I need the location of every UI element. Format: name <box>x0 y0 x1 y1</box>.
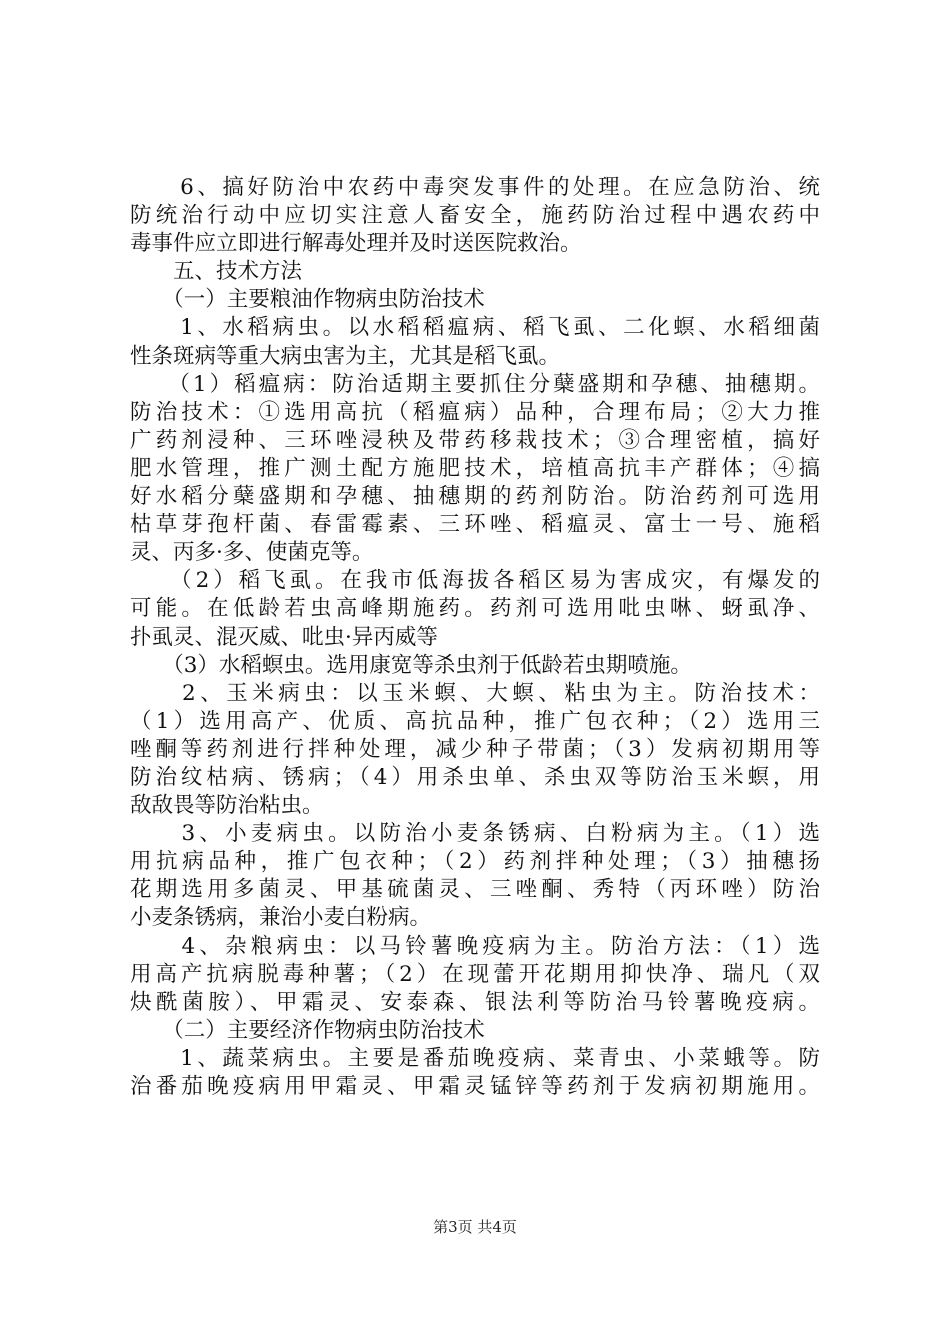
text-line: 毒事件应立即进行解毒处理并及时送医院救治。 <box>130 231 582 257</box>
text-line: 五、技术方法 <box>130 259 303 285</box>
text-line: 4、杂粮病虫：以马铃薯晚疫病为主。防治方法：（1）选 <box>130 933 820 959</box>
text-line: 3、小麦病虫。以防治小麦条锈病、白粉病为主。（1）选 <box>130 821 820 847</box>
text-line: 花期选用多菌灵、甲基硫菌灵、三唑酮、秀特（丙环唑）防治 <box>130 877 820 903</box>
text-line: 炔酰菌胺）、甲霜灵、安泰森、银法利等防治马铃薯晚疫病。 <box>130 989 820 1015</box>
text-line: 1、蔬菜病虫。主要是番茄晚疫病、菜青虫、小菜蛾等。防 <box>130 1045 820 1071</box>
text-line: 敌敌畏等防治粘虫。 <box>130 793 324 819</box>
text-line: （一）主要粮油作物病虫防治技术 <box>130 287 485 313</box>
text-line: 扑虱灵、混灭威、吡虫·异丙威等 <box>130 624 438 650</box>
text-line: 防统治行动中应切实注意人畜安全，施药防治过程中遇农药中 <box>130 203 820 229</box>
text-line: 1、水稻病虫。以水稻稻瘟病、稻飞虱、二化螟、水稻细菌 <box>130 315 820 341</box>
text-line: 性条斑病等重大病虫害为主，尤其是稻飞虱。 <box>130 343 561 369</box>
text-line: 2、玉米病虫：以玉米螟、大螟、粘虫为主。防治技术： <box>130 680 820 706</box>
text-line: 防治纹枯病、锈病；（4）用杀虫单、杀虫双等防治玉米螟，用 <box>130 764 820 790</box>
text-line: 用高产抗病脱毒种薯；（2）在现蕾开花期用抑快净、瑞凡（双 <box>130 961 820 987</box>
text-line: 6、搞好防治中农药中毒突发事件的处理。在应急防治、统 <box>130 175 820 200</box>
text-line: 广药剂浸种、三环唑浸秧及带药移栽技术；③合理密植，搞好 <box>130 427 820 453</box>
text-line: 用抗病品种，推广包衣种；（2）药剂拌种处理；（3）抽穗扬 <box>130 849 820 875</box>
text-line: 唑酮等药剂进行拌种处理，减少种子带菌；（3）发病初期用等 <box>130 736 820 762</box>
text-line: 可能。在低龄若虫高峰期施药。药剂可选用吡虫啉、蚜虱净、 <box>130 596 820 622</box>
text-line: 防治技术：①选用高抗（稻瘟病）品种，合理布局；②大力推 <box>130 399 820 425</box>
text-line: 枯草芽孢杆菌、春雷霉素、三环唑、稻瘟灵、富士一号、施稻 <box>130 512 820 538</box>
text-line: （3）水稻螟虫。选用康宽等杀虫剂于低龄若虫期喷施。 <box>130 652 692 678</box>
text-line: 治番茄晚疫病用甲霜灵、甲霜灵锰锌等药剂于发病初期施用。 <box>130 1074 820 1099</box>
page-footer: 第3页 共4页 <box>433 1218 517 1236</box>
text-line: （1）稻瘟病：防治适期主要抓住分蘖盛期和孕穗、抽穗期。 <box>130 371 820 397</box>
text-line: 肥水管理，推广测土配方施肥技术，培植高抗丰产群体；④搞 <box>130 455 820 481</box>
text-line: 灵、丙多·多、使菌克等。 <box>130 540 374 566</box>
text-line: （1）选用高产、优质、高抗品种，推广包衣种；（2）选用三 <box>130 708 820 734</box>
text-line: 小麦条锈病，兼治小麦白粉病。 <box>130 905 432 931</box>
text-line: 好水稻分蘖盛期和孕穗、抽穗期的药剂防治。防治药剂可选用 <box>130 484 820 510</box>
document-body <box>130 174 820 1101</box>
text-line: （2）稻飞虱。在我市低海拔各稻区易为害成灾，有爆发的 <box>130 568 820 594</box>
text-line: （二）主要经济作物病虫防治技术 <box>130 1017 485 1043</box>
